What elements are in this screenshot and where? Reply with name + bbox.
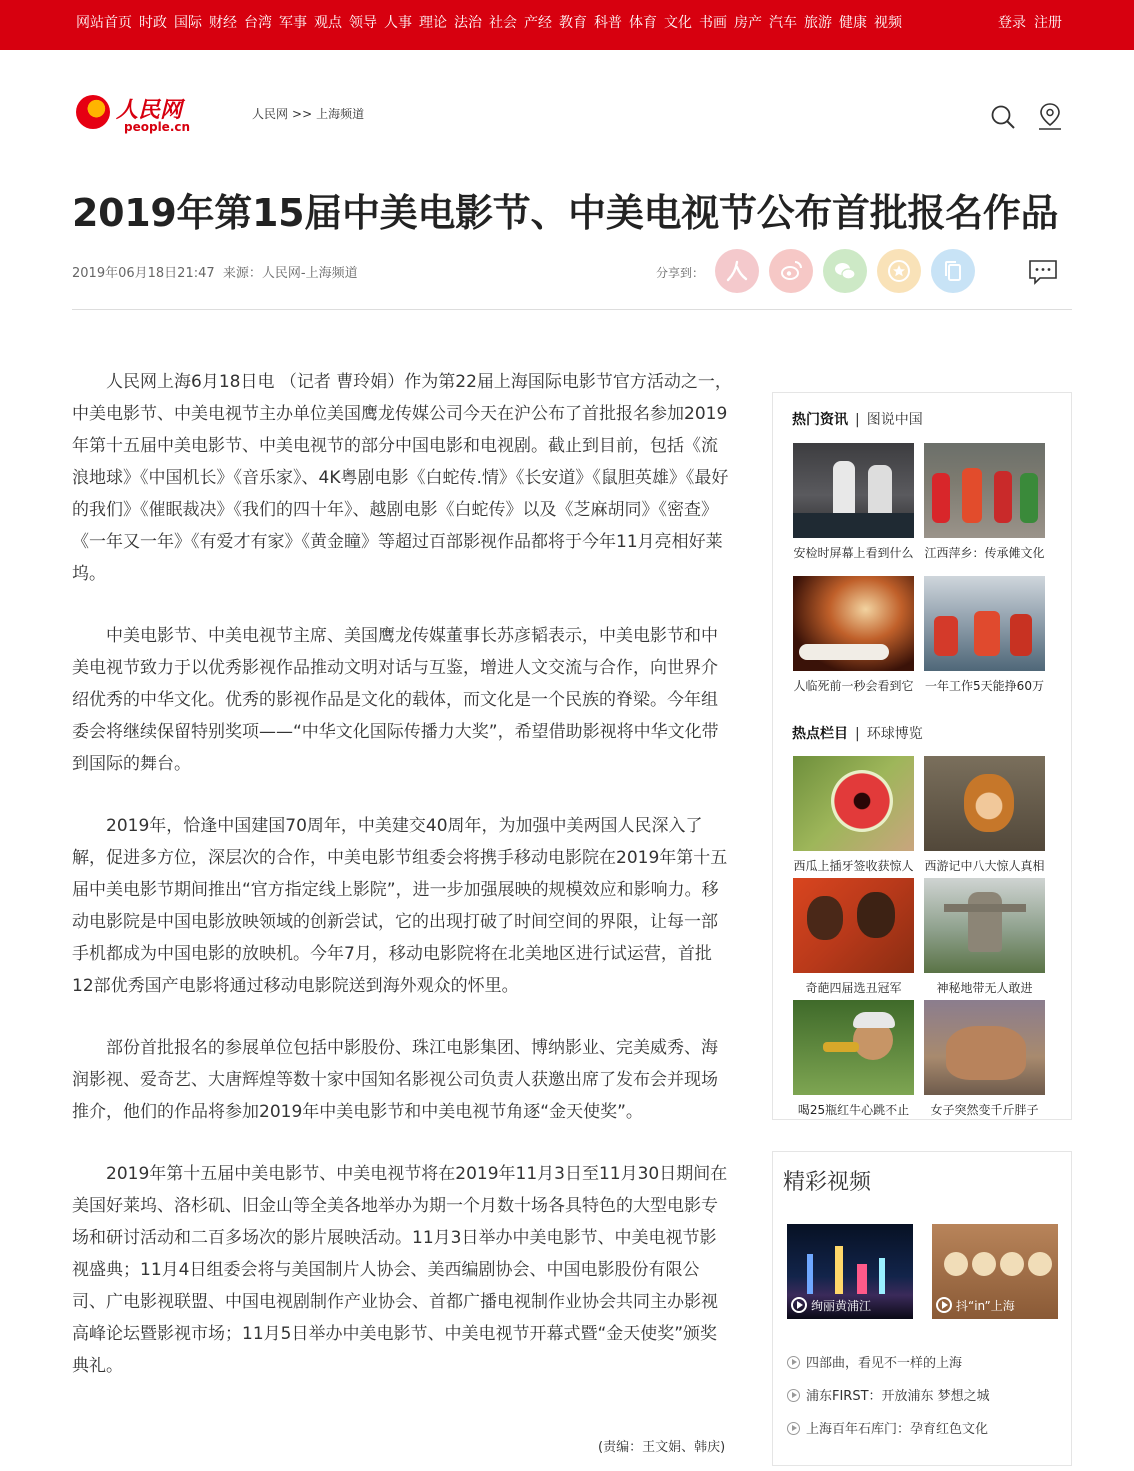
article-source: 来源：人民网-上海频道 bbox=[222, 266, 358, 281]
focus-item[interactable] bbox=[793, 878, 914, 996]
register-link[interactable]: 注册 bbox=[1034, 15, 1062, 31]
copy-icon bbox=[941, 259, 965, 283]
publish-date: 2019年06月18日21:47 bbox=[72, 266, 215, 281]
article-title: 2019年第15届中美电影节、中美电视节公布首批报名作品 bbox=[72, 191, 1059, 235]
article-paragraph: 2019年，恰逢中国建国70周年，中美建交40周年，为加强中美两国人民深入了解，促进多方位，深层次的合作，中美电影节组委会将携手移动电影院在2019年第十五届中美电影节期间推出“官方指定线上影院”，进一步加强展映的规模效应和影响力。移动电影院是中国电影放映领域的创新尝试，它的出现打破了时间空间的界限，让每一部手机都成为中国电影的放映机。今年7月，移动电影院将在北美地区进行试运营，首批12部优秀国产电影将通过移动电影院送到海外观众的怀里。 bbox=[72, 816, 728, 996]
nav-item-industry[interactable]: 产经 bbox=[524, 15, 552, 31]
tab-photo-china[interactable]: 图说中国 bbox=[866, 412, 923, 428]
nav-item-military[interactable]: 军事 bbox=[279, 15, 307, 31]
tab-focus-column[interactable]: 热点栏目 bbox=[792, 726, 848, 742]
auth-links bbox=[990, 12, 1062, 32]
nav-item-taiwan[interactable]: 台湾 bbox=[244, 15, 272, 31]
nav-item-travel[interactable]: 旅游 bbox=[804, 15, 832, 31]
news-thumbnail bbox=[793, 878, 914, 973]
video-list-item[interactable] bbox=[787, 1418, 988, 1437]
hot-news-item[interactable] bbox=[793, 576, 914, 694]
news-caption: 女子突然变千斤胖子 bbox=[930, 1103, 1039, 1117]
nav-item-home[interactable]: 网站首页 bbox=[76, 15, 132, 31]
nav-item-leaders[interactable]: 领导 bbox=[349, 15, 377, 31]
play-circle-icon bbox=[787, 1422, 800, 1435]
news-caption: 神秘地带无人敢进 bbox=[936, 981, 1033, 995]
hot-news-item[interactable] bbox=[793, 443, 914, 561]
video-panel bbox=[772, 1151, 1072, 1466]
share-favorite-button[interactable] bbox=[877, 249, 921, 293]
focus-item[interactable] bbox=[924, 878, 1045, 996]
news-thumbnail bbox=[924, 1000, 1045, 1095]
video-panel-title: 精彩视频 bbox=[783, 1170, 872, 1195]
article-body bbox=[72, 366, 732, 1412]
share-people-button[interactable] bbox=[715, 249, 759, 293]
news-thumbnail bbox=[793, 443, 914, 538]
nav-item-law[interactable]: 法治 bbox=[454, 15, 482, 31]
news-caption: 喝25瓶红牛心跳不止 bbox=[797, 1103, 910, 1117]
video-link-text: 上海百年石库门：孕育红色文化 bbox=[806, 1422, 989, 1437]
focus-item[interactable] bbox=[793, 756, 914, 874]
news-thumbnail bbox=[793, 756, 914, 851]
nav-item-culture[interactable]: 文化 bbox=[664, 15, 692, 31]
focus-header: 热点栏目 | 环球博览 bbox=[792, 726, 923, 742]
play-circle-icon bbox=[787, 1389, 800, 1402]
header-divider bbox=[72, 309, 1072, 310]
nav-item-science[interactable]: 科普 bbox=[594, 15, 622, 31]
video-caption: 绚丽黄浦江 bbox=[811, 1299, 872, 1313]
logo-text-cn: 人民网 bbox=[116, 97, 183, 123]
logo-emblem bbox=[76, 95, 110, 129]
location-icon[interactable] bbox=[1038, 102, 1062, 130]
video-list-item[interactable] bbox=[787, 1352, 962, 1371]
video-link-text: 浦东FIRST：开放浦东 梦想之城 bbox=[806, 1389, 990, 1404]
breadcrumb bbox=[252, 105, 368, 122]
top-nav-bar bbox=[0, 0, 1134, 50]
logo-text-en: people.cn bbox=[124, 120, 191, 134]
share-copy-button[interactable] bbox=[931, 249, 975, 293]
news-thumbnail bbox=[924, 756, 1045, 851]
news-thumbnail bbox=[924, 443, 1045, 538]
news-caption: 人临死前一秒会看到它 bbox=[793, 679, 914, 693]
nav-item-education[interactable]: 教育 bbox=[559, 15, 587, 31]
hot-news-header: 热门资讯 | 图说中国 bbox=[792, 412, 923, 428]
focus-item[interactable] bbox=[924, 756, 1045, 874]
wechat-icon bbox=[833, 259, 857, 283]
nav-item-video[interactable]: 视频 bbox=[874, 15, 902, 31]
news-thumbnail bbox=[924, 878, 1045, 973]
tab-global-expo[interactable]: 环球博览 bbox=[866, 726, 923, 742]
breadcrumb-separator: >> bbox=[292, 107, 313, 121]
search-icon[interactable] bbox=[990, 104, 1014, 128]
news-thumbnail bbox=[924, 576, 1045, 671]
article-editor: (责编：王文娟、韩庆) bbox=[598, 1440, 726, 1455]
breadcrumb-home[interactable]: 人民网 bbox=[252, 107, 289, 121]
nav-item-health[interactable]: 健康 bbox=[839, 15, 867, 31]
article-paragraph: 中美电影节、中美电视节主席、美国鹰龙传媒董事长苏彦韬表示，中美电影节和中美电视节致力于以优秀影视作品推动文明对话与互鉴，增进人文交流与合作，向世界介绍优秀的中华文化。优秀的影视作品是文化的载体，而文化是一个民族的脊梁。今年组委会将继续保留特别奖项——“中华文化国际传播力大奖”，希望借助影视将中华文化带到国际的舞台。 bbox=[72, 626, 719, 774]
news-caption: 安检时屏幕上看到什么 bbox=[793, 546, 914, 560]
news-caption: 西瓜上插牙签收获惊人 bbox=[793, 859, 914, 873]
video-thumbnail[interactable] bbox=[787, 1224, 913, 1319]
video-list-item[interactable] bbox=[787, 1385, 990, 1404]
share-weibo-button[interactable] bbox=[769, 249, 813, 293]
news-caption: 一年工作5天能挣60万 bbox=[925, 679, 1044, 693]
focus-item[interactable] bbox=[924, 1000, 1045, 1118]
nav-item-international[interactable]: 国际 bbox=[174, 15, 202, 31]
hot-news-item[interactable] bbox=[924, 443, 1045, 561]
breadcrumb-channel[interactable]: 上海频道 bbox=[316, 107, 365, 121]
nav-item-opinion[interactable]: 观点 bbox=[314, 15, 342, 31]
news-thumbnail bbox=[793, 1000, 914, 1095]
hot-news-item[interactable] bbox=[924, 576, 1045, 694]
star-icon bbox=[887, 259, 911, 283]
nav-item-theory[interactable]: 理论 bbox=[419, 15, 447, 31]
article-paragraph: 2019年第十五届中美电影节、中美电视节将在2019年11月3日至11月30日期间在美国好莱坞、洛杉矶、旧金山等全美各地举办为期一个月数十场各具特色的大型电影专场和研讨活动和二百多场次的影片展映活动。11月3日举办中美电影节、中美电视节影视盛典；11月4日组委会将与美国制片人协会、美西编剧协会、中国电影股份有限公司、广电影视联盟、中国电视剧制作产业协会、首都广播电视制作业协会共同主办影视高峰论坛暨影视市场；11月5日举办中美电影节、中美电视节开幕式暨“金天使奖”颁奖典礼。 bbox=[72, 1164, 728, 1376]
nav-item-sports[interactable]: 体育 bbox=[629, 15, 657, 31]
login-link[interactable]: 登录 bbox=[998, 15, 1026, 31]
site-logo[interactable] bbox=[76, 93, 196, 135]
nav-item-painting[interactable]: 书画 bbox=[699, 15, 727, 31]
nav-item-personnel[interactable]: 人事 bbox=[384, 15, 412, 31]
people-icon bbox=[725, 259, 749, 283]
nav-item-politics[interactable]: 时政 bbox=[139, 15, 167, 31]
video-link-text: 四部曲，看见不一样的上海 bbox=[806, 1356, 963, 1371]
article-meta bbox=[72, 262, 358, 281]
comment-icon[interactable] bbox=[1028, 259, 1058, 283]
share-wechat-button[interactable] bbox=[823, 249, 867, 293]
play-icon bbox=[936, 1297, 952, 1313]
nav-item-finance[interactable]: 财经 bbox=[209, 15, 237, 31]
video-thumbnail[interactable] bbox=[932, 1224, 1058, 1319]
nav-item-society[interactable]: 社会 bbox=[489, 15, 517, 31]
play-icon bbox=[791, 1297, 807, 1313]
article-paragraph: 部份首批报名的参展单位包括中影股份、珠江电影集团、博纳影业、完美威秀、海润影视、爱奇艺、大唐辉煌等数十家中国知名影视公司负责人获邀出席了发布会并现场推介，他们的作品将参加2019年中美电影节和中美电视节角逐“金天使奖”。 bbox=[72, 1038, 718, 1122]
channel-nav bbox=[76, 12, 909, 32]
video-caption: 抖“in”上海 bbox=[956, 1299, 1015, 1313]
play-circle-icon bbox=[787, 1356, 800, 1369]
nav-item-realestate[interactable]: 房产 bbox=[734, 15, 762, 31]
sidebar-panel bbox=[772, 392, 1072, 1120]
news-caption: 江西萍乡：传承傩文化 bbox=[924, 546, 1045, 560]
tab-hot-news[interactable]: 热门资讯 bbox=[792, 412, 848, 428]
news-caption: 西游记中八大惊人真相 bbox=[924, 859, 1045, 873]
focus-item[interactable] bbox=[793, 1000, 914, 1118]
news-caption: 奇葩四届选丑冠军 bbox=[805, 981, 902, 995]
article-paragraph: 人民网上海6月18日电 （记者 曹玲娟）作为第22届上海国际电影节官方活动之一，中美电影节、中美电视节主办单位美国鹰龙传媒公司今天在沪公布了首批报名参加2019年第十五届中美电影节、中美电视节的部分中国电影和电视剧。截止到目前，包括《流浪地球》《中国机长》《音乐家》、4K粤剧电影《白蛇传.情》《长安道》《鼠胆英雄》《最好的我们》《催眠裁决》《我们的四十年》、越剧电影《白蛇传》以及《芝麻胡同》《密查》《一年又一年》《有爱才有家》《黄金瞳》等超过百部影视作品都将于今年11月亮相好莱坞。 bbox=[72, 372, 732, 584]
share-label: 分享到： bbox=[656, 266, 705, 280]
weibo-icon bbox=[779, 259, 803, 283]
nav-item-auto[interactable]: 汽车 bbox=[769, 15, 797, 31]
news-thumbnail bbox=[793, 576, 914, 671]
